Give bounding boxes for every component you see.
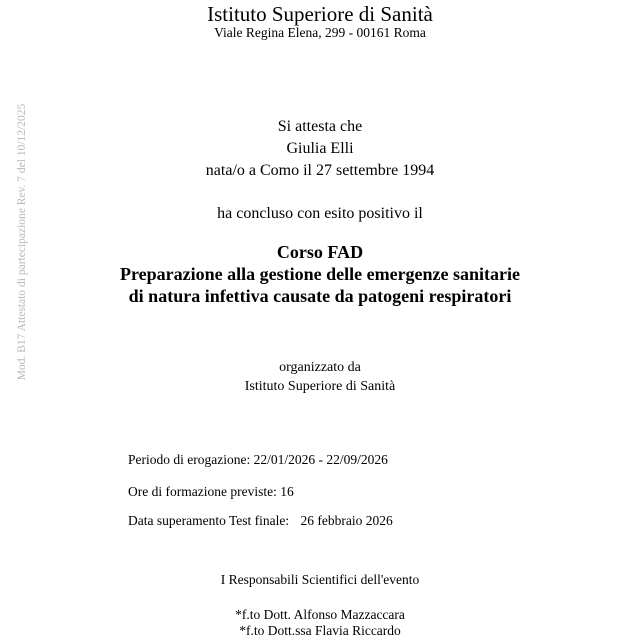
institute-title: Istituto Superiore di Sanità bbox=[207, 2, 433, 26]
training-hours: Ore di formazione previste: 16 bbox=[128, 484, 294, 499]
signatures-heading: I Responsabili Scientifici dell'evento bbox=[220, 572, 420, 587]
completion-text: ha concluso con esito positivo il bbox=[217, 205, 423, 222]
course-type: Corso FAD bbox=[276, 242, 364, 262]
birth-info: nata/o a Como il 27 settembre 1994 bbox=[205, 162, 435, 179]
test-date-label: Data superamento Test finale: bbox=[128, 513, 290, 528]
signature-1: *f.to Dott. Alfonso Mazzaccara bbox=[235, 607, 405, 622]
test-pass-date bbox=[128, 513, 393, 529]
course-title-line2: di natura infettiva causate da patogeni respiratori bbox=[128, 286, 512, 306]
organizer: Istituto Superiore di Sanità bbox=[244, 379, 396, 394]
course-title-line1: Preparazione alla gestione delle emergenze sanitarie bbox=[119, 264, 521, 284]
institute-address: Viale Regina Elena, 299 - 00161 Roma bbox=[214, 25, 426, 40]
document-code: Mod. B17 Attestato di partecipazione Rev. 7 del 10/12/2025 bbox=[16, 103, 28, 381]
participant-name: Giulia Elli bbox=[286, 140, 354, 157]
intro-text: Si attesta che bbox=[277, 118, 363, 135]
signature-2: *f.to Dott.ssa Flavia Riccardo bbox=[239, 623, 401, 638]
test-date-value: 26 febbraio 2026 bbox=[300, 513, 393, 528]
organized-by-label: organizzato da bbox=[279, 360, 361, 375]
delivery-period: Periodo di erogazione: 22/01/2026 - 22/09/2026 bbox=[128, 452, 388, 467]
